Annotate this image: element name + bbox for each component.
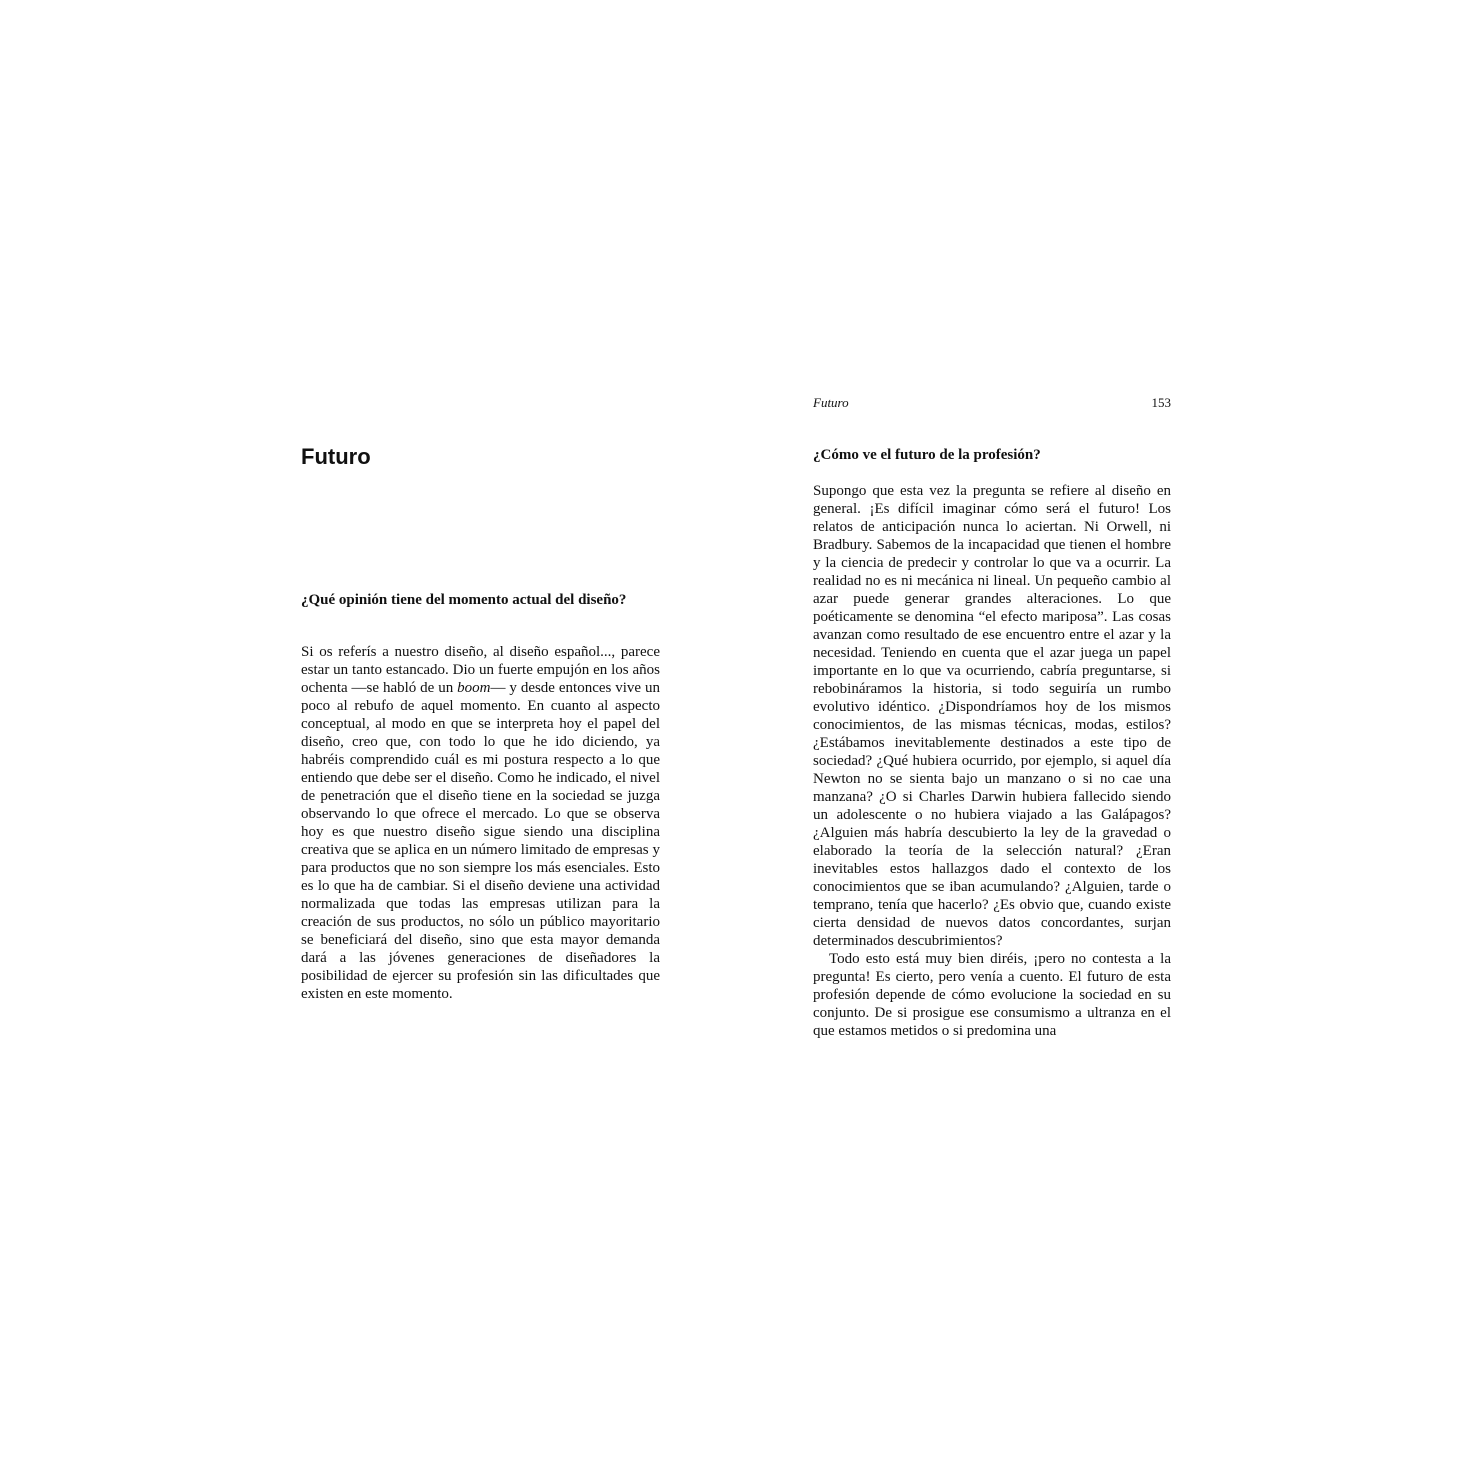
right-body-paragraph-1: Supongo que esta vez la pregunta se refiere al diseño en general. ¡Es difícil imaginar cómo será el futuro! Los relatos de anticipación nunca lo aciertan. Ni Orwell, ni Bradbury. Sabemos de la incapacidad que tienen el hombre y la ciencia de predecir y controlar lo que va a ocurrir. La realidad no es ni mecánica ni lineal. Un pequeño cambio al azar puede generar grandes alteraciones. Lo que poéticamente se denomina “el efecto mariposa”. Las cosas avanzan como resultado de ese encuentro entre el azar y la necesidad. Teniendo en cuenta que el azar juega un papel importante en lo que va ocurriendo, cabría preguntarse, si rebobináramos la historia, si todo seguiría un rumbo evolutivo idéntico. ¿Dispondríamos hoy de los mismos conocimientos, de las mismas técnicas, modas, estilos? ¿Estábamos inevitablemente destinados a este tipo de sociedad? ¿Qué hubiera ocurrido, por ejemplo, si aquel día Newton no se sienta bajo un manzano o si no cae una manzana? ¿O si Charles Darwin hubiera fallecido siendo un adolescente o no hubiera viajado a las Galápagos? ¿Alguien más habría descubierto la ley de la gravedad o elaborado la teoría de la selección natural? ¿Eran inevitables estos hallazgos dado el contexto de los conocimientos que se iban acumulando? ¿Alguien, tarde o temprano, tenía que hacerlo? ¿Es obvio que, cuando existe cierta densidad de nuevos datos concordantes, surjan determinados descubrimientos? — [813, 483, 1171, 949]
left-body-text-part-2: — y desde entonces vive un poco al rebufo de aquel momento. En cuanto al aspecto conceptual, al modo en que se interpreta hoy el papel del diseño, creo que, con todo lo que he ido diciendo, ya habréis comprendido cuál es mi postura respecto a lo que entiendo que debe ser el diseño. Como he indicado, el nivel de penetración que el diseño tiene en la sociedad se juzga observando lo que ofrece el mercado. Lo que se observa hoy es que nuestro diseño sigue siendo una disciplina creativa que se aplica en un número limitado de empresas y para productos que no son siempre los más esenciales. Esto es lo que ha de cambiar. Si el diseño deviene una actividad normalizada que todas las empresas utilizan para la creación de sus productos, no sólo un público mayoritario se beneficiará del diseño, sino que esta mayor demanda dará a las jóvenes generaciones de diseñadores la posibilidad de ejercer su profesión sin las dificultades que existen en este momento. — [301, 680, 660, 1002]
right-question-heading: ¿Cómo ve el futuro de la profesión? — [813, 447, 1041, 463]
left-question-heading: ¿Qué opinión tiene del momento actual del diseño? — [301, 592, 627, 608]
chapter-title: Futuro — [301, 444, 371, 469]
running-head — [813, 394, 1171, 412]
right-body — [813, 482, 1171, 1040]
right-body-paragraph-2: Todo esto está muy bien diréis, ¡pero no contesta a la pregunta! Es cierto, pero venía a cuento. El futuro de esta profesión depende de cómo evolucione la sociedad en su conjunto. De si prosigue ese consumismo a ultranza en el que estamos metidos o si predomina una — [813, 951, 1171, 1039]
left-body-paragraph — [301, 643, 660, 1003]
left-body-text-part-1: Si os referís a nuestro diseño, al diseño español..., parece estar un tanto estancado. Dio un fuerte empujón en los años ochenta —se habló de un — [301, 644, 660, 696]
left-body-italic-word: boom — [457, 680, 491, 696]
page-number: 153 — [1151, 395, 1171, 410]
running-title: Futuro — [813, 395, 849, 410]
